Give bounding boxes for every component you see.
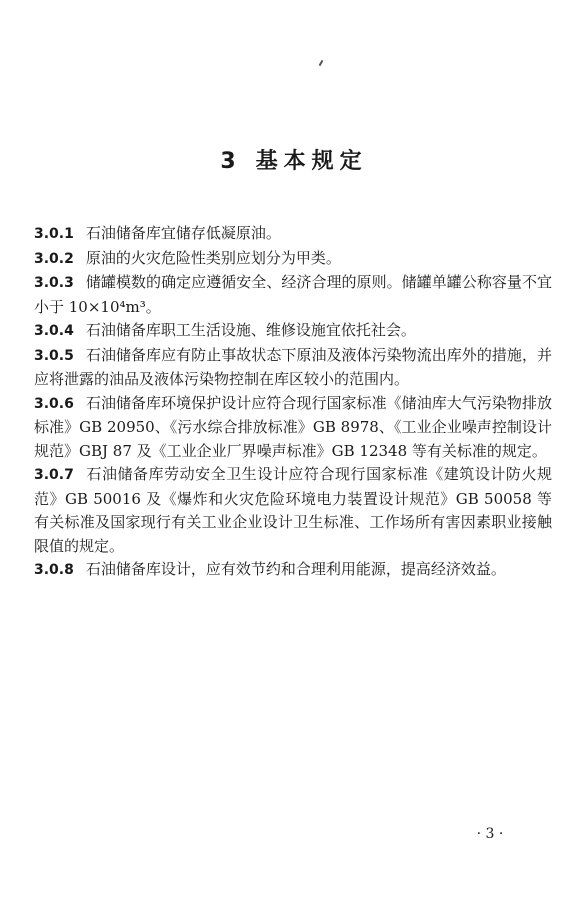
clause-number: 3.0.7 (34, 467, 74, 483)
clause-text: 石油储备库劳动安全卫生设计应符合现行国家标准《建筑设计防火规范》GB 50016 及《爆炸和火灾危险环境电力装置设计规范》GB 50058 等有关标准及国家现行有关工业企业设计卫生标准、工作场所有害因素职业接触限值的规定。 (34, 465, 552, 555)
clause-text: 石油储备库职工生活设施、维修设施宜依托社会。 (85, 321, 416, 339)
page-number: · 3 · (476, 826, 504, 842)
clause-text: 原油的火灾危险性类别应划分为甲类。 (85, 248, 341, 267)
chapter-title-text: 基本规定 (255, 149, 368, 174)
clause-3-0-6 (34, 392, 552, 464)
clause-3-0-2 (34, 247, 552, 272)
chapter-number: 3 (220, 149, 242, 174)
clause-3-0-7 (34, 463, 552, 558)
clause-text: 石油储备库宜储存低凝原油。 (85, 224, 281, 242)
clause-text: 石油储备库环境保护设计应符合现行国家标准《储油库大气污染物排放标准》GB 20950、《污水综合排放标准》GB 8978、《工业企业噪声控制设计规范》GBJ 87 及《工业企业厂界噪声标准》GB 12348 等有关标准的规定。 (34, 393, 552, 460)
clause-3-0-5 (34, 344, 552, 392)
clause-3-0-3 (34, 271, 552, 319)
chapter-heading (0, 144, 588, 175)
clause-text: 石油储备库应有防止事故状态下原油及液体污染物流出库外的措施，并应将泄露的油品及液体污染物控制在库区较小的范围内。 (34, 345, 552, 388)
clause-3-0-1 (34, 222, 552, 247)
clause-number: 3.0.2 (34, 250, 74, 267)
clause-number: 3.0.1 (34, 226, 74, 242)
clause-list (34, 222, 552, 583)
clause-3-0-4 (34, 319, 552, 344)
clause-text: 石油储备库设计，应有效节约和合理利用能源，提高经济效益。 (85, 560, 506, 578)
clause-3-0-8 (34, 558, 552, 583)
clause-number: 3.0.6 (34, 395, 74, 412)
clause-number: 3.0.8 (34, 562, 74, 578)
clause-text: 储罐模数的确定应遵循安全、经济合理的原则。储罐单罐公称容量不宜小于 10×10⁴m³。 (34, 273, 552, 316)
clause-number: 3.0.5 (34, 347, 74, 364)
scan-speck (319, 60, 324, 66)
clause-number: 3.0.4 (34, 323, 74, 339)
clause-number: 3.0.3 (34, 275, 74, 291)
